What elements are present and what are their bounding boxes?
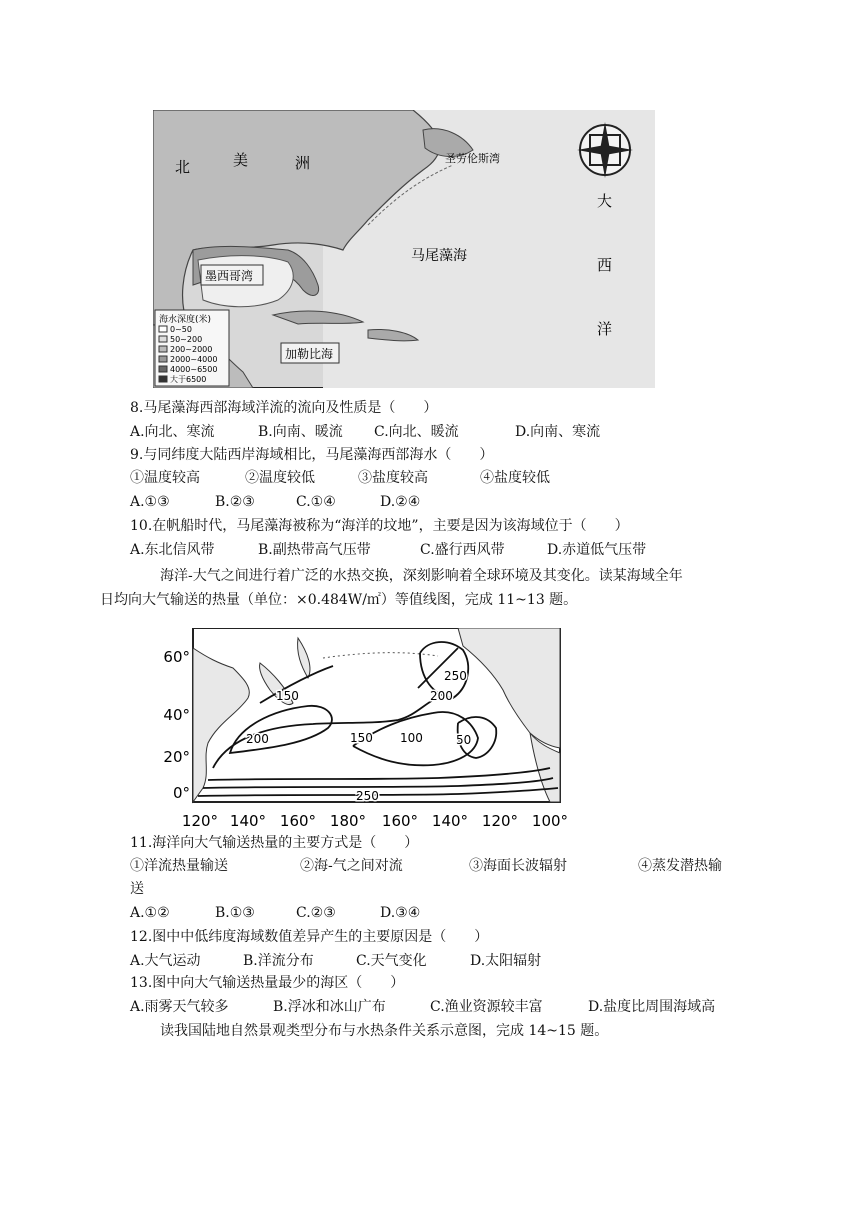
lon-tick: 120°: [181, 812, 219, 830]
q11-wrap: 送: [130, 881, 144, 897]
q9-option-b: B.②③: [215, 494, 255, 510]
q8-option-b: B.向南、暖流: [258, 424, 343, 440]
lon-tick: 100°: [531, 812, 569, 830]
lon-tick: 140°: [431, 812, 469, 830]
q11-choice-2: ②海-气之间对流: [300, 858, 403, 874]
q8-option-d: D.向南、寒流: [515, 424, 601, 440]
question-8: 8.马尾藻海西部海域洋流的流向及性质是（ ）: [130, 400, 438, 416]
contour-label: 100: [400, 731, 423, 745]
map1-label-atlantic-1: 大: [597, 192, 613, 210]
intro-11-13-line1: 海洋-大气之间进行着广泛的水热交换，深刻影响着全球环境及其变化。读某海域全年: [160, 568, 683, 584]
lat-tick: 40°: [163, 706, 190, 724]
map1-label-america-1: 美: [233, 151, 249, 169]
contour-label: 150: [276, 689, 299, 703]
q11-option-b: B.①③: [215, 905, 255, 921]
map1-label-america-2: 洲: [295, 154, 311, 172]
q8-option-c: C.向北、暖流: [374, 424, 459, 440]
q8-option-a: A.向北、寒流: [130, 424, 215, 440]
q9-option-a: A.①③: [130, 494, 170, 510]
question-11: 11.海洋向大气输送热量的主要方式是（ ）: [130, 835, 419, 851]
intro-11-13: [100, 564, 740, 612]
q11-choice-3: ③海面长波辐射: [469, 858, 567, 874]
map1-label-st-lawrence: 圣劳伦斯湾: [445, 152, 500, 165]
map1-label-caribbean: 加勒比海: [285, 347, 334, 361]
q13-option-c: C.渔业资源较丰富: [430, 999, 543, 1015]
legend-item: 4000~6500: [170, 365, 218, 374]
q11-choice-1: ①洋流热量输送: [130, 858, 228, 874]
legend-item: 2000~4000: [170, 355, 218, 364]
q9-choice-4: ④盐度较低: [480, 470, 550, 486]
question-12: 12.图中中低纬度海域数值差异产生的主要原因是（ ）: [130, 929, 489, 945]
contour-label: 250: [356, 789, 379, 803]
lat-tick: 60°: [163, 648, 190, 666]
q10-option-d: D.赤道低气压带: [547, 542, 647, 558]
contour-label: 50: [456, 733, 472, 747]
contour-label: 150: [350, 731, 373, 745]
lon-tick: 140°: [229, 812, 267, 830]
intro-14-15: 读我国陆地自然景观类型分布与水热条件关系示意图，完成 14~15 题。: [160, 1023, 609, 1039]
contour-label: 200: [430, 689, 453, 703]
q13-option-b: B.浮冰和冰山广布: [273, 999, 386, 1015]
q10-option-b: B.副热带高气压带: [258, 542, 371, 558]
q10-option-a: A.东北信风带: [130, 542, 215, 558]
legend-title: 海水深度(米): [159, 315, 212, 325]
q11-option-c: C.②③: [296, 905, 336, 921]
q13-option-d: D.盐度比周围海域高: [588, 999, 716, 1015]
legend-item: 50~200: [170, 335, 203, 344]
legend-item: 200~2000: [170, 345, 213, 354]
map1-label-mexico-gulf: 墨西哥湾: [205, 269, 254, 283]
q11-choice-4: ④蒸发潜热输: [638, 858, 722, 874]
question-10: 10.在帆船时代，马尾藻海被称为“海洋的坟地”，主要是因为该海域位于（ ）: [130, 518, 629, 534]
contour-label: 200: [246, 732, 269, 746]
q9-option-d: D.②④: [380, 494, 421, 510]
lon-tick: 180°: [329, 812, 367, 830]
intro-11-13-line2: 日均向大气输送的热量（单位：×0.484W/㎡）等值线图，完成 11~13 题。: [100, 592, 578, 608]
lat-tick: 0°: [172, 784, 190, 802]
q10-option-c: C.盛行西风带: [420, 542, 505, 558]
legend-item: 0~50: [170, 325, 192, 334]
q9-choice-1: ①温度较高: [130, 470, 200, 486]
map1-legend: [155, 310, 229, 386]
sargasso-sea-map: [153, 110, 655, 388]
q9-choice-3: ③盐度较高: [358, 470, 428, 486]
map1-label-sargasso: 马尾藻海: [411, 248, 467, 264]
map1-label-atlantic-3: 洋: [597, 320, 613, 338]
map1-label-atlantic-2: 西: [597, 256, 613, 274]
question-13: 13.图中向大气输送热量最少的海区（ ）: [130, 975, 405, 991]
map1-label-north: 北: [175, 158, 191, 176]
q9-choice-2: ②温度较低: [245, 470, 315, 486]
lon-tick: 160°: [279, 812, 317, 830]
q13-option-a: A.雨雾天气较多: [130, 999, 229, 1015]
legend-item: 大于6500: [170, 375, 207, 384]
lat-tick: 20°: [163, 748, 190, 766]
lon-tick: 160°: [381, 812, 419, 830]
q12-option-b: B.洋流分布: [243, 953, 314, 969]
heat-flux-isoline-map: [158, 628, 578, 838]
q12-option-c: C.天气变化: [356, 953, 427, 969]
q12-option-a: A.大气运动: [130, 953, 201, 969]
q9-option-c: C.①④: [296, 494, 336, 510]
q12-option-d: D.太阳辐射: [470, 953, 542, 969]
q11-option-a: A.①②: [130, 905, 170, 921]
contour-label: 250: [444, 669, 467, 683]
lon-tick: 120°: [481, 812, 519, 830]
question-9: 9.与同纬度大陆西岸海域相比，马尾藻海西部海水（ ）: [130, 447, 494, 463]
q11-option-d: D.③④: [380, 905, 421, 921]
